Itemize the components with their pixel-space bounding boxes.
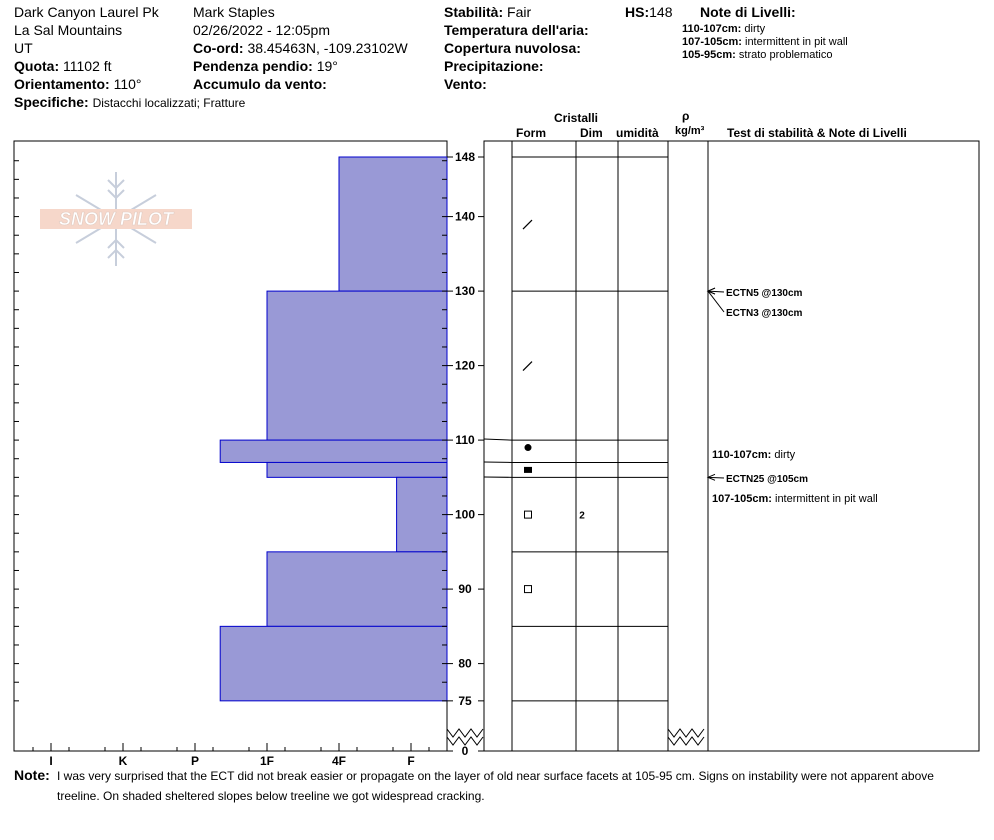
hardness-layer-3 bbox=[267, 462, 447, 477]
mountain-range: La Sal Mountains bbox=[14, 22, 123, 38]
hardness-label-F: F bbox=[407, 754, 415, 768]
form-header: Form bbox=[516, 126, 546, 140]
note-line-1: I was very surprised that the ECT did not break easier or propagate on the layer of old near surface facets at 105-95 cm. Signs on instability were not apparent above bbox=[57, 769, 934, 783]
axis-break-right-0 bbox=[668, 729, 704, 737]
logo-text: SNOW PILOT bbox=[59, 209, 173, 229]
moisture-header: umidità bbox=[616, 126, 659, 140]
height-tick-label-0: 148 bbox=[454, 150, 476, 164]
layer-note-chart-1 bbox=[712, 493, 878, 505]
specifics-label: Specifiche: bbox=[14, 94, 89, 110]
datetime: 02/26/2022 - 12:05pm bbox=[193, 22, 330, 38]
height-tick-label-5: 100 bbox=[454, 507, 476, 522]
observer: Mark Staples bbox=[193, 4, 275, 20]
hardness-label-P: P bbox=[190, 754, 200, 768]
grain-open-square-icon bbox=[525, 586, 532, 593]
layer-note-chart-range-0: 110-107cm: bbox=[712, 449, 775, 461]
stability-tests bbox=[708, 288, 878, 505]
hs-label: HS: bbox=[625, 4, 650, 20]
hardness-layer-4 bbox=[397, 477, 447, 551]
test-label-0: ECTN5 @130cm bbox=[726, 288, 803, 299]
hardness-label-1F: 1F bbox=[259, 754, 275, 768]
layer-note-2-text: intermittent in pit wall bbox=[745, 36, 848, 48]
axis-break-right-1 bbox=[668, 737, 704, 745]
crystals-header: Cristalli bbox=[554, 111, 599, 125]
precipitation-label: Precipitazione: bbox=[444, 58, 544, 74]
test-label-1: ECTN3 @130cm bbox=[726, 308, 803, 319]
height-tick-label-4: 110 bbox=[455, 433, 475, 448]
crystal-frame bbox=[484, 141, 979, 751]
tests-header: Test di stabilità & Note di Livelli bbox=[727, 126, 907, 140]
layer-note-chart-text-1: intermittent in pit wall bbox=[775, 493, 878, 505]
note-line-2: treeline. On shaded sheltered slopes below treeline we got widespread cracking. bbox=[57, 789, 485, 803]
specifics-value: Distacchi localizzati; Fratture bbox=[92, 96, 246, 110]
height-tick-label-2: 130 bbox=[454, 284, 476, 299]
height-tick-label-9: 0 bbox=[461, 744, 469, 758]
density-unit: kg/m³ bbox=[675, 125, 705, 137]
site-name: Dark Canyon Laurel Pk bbox=[14, 4, 159, 20]
hardness-layer-6 bbox=[220, 626, 447, 701]
size-header: Dim bbox=[580, 126, 603, 140]
boundary-connector-0 bbox=[484, 439, 512, 440]
height-tick-label-8: 75 bbox=[458, 693, 472, 708]
slope-label: Pendenza pendio: bbox=[193, 58, 313, 74]
wind-loading-label: Accumulo da vento: bbox=[193, 76, 327, 92]
layer-note-1-text: dirty bbox=[744, 23, 766, 35]
elevation-label: Quota: bbox=[14, 58, 60, 74]
stability-label: Stabilità: bbox=[444, 4, 504, 20]
hardness-layer-0 bbox=[339, 157, 447, 291]
height-tick-label-1: 140 bbox=[454, 209, 476, 224]
layer-note-1-range: 110-107cm: bbox=[682, 23, 742, 35]
hardness-label-K: K bbox=[118, 754, 128, 768]
height-tick-label-6: 90 bbox=[458, 582, 472, 597]
hs-value: 148 bbox=[649, 4, 673, 20]
hardness-label-4F: 4F bbox=[331, 754, 347, 768]
hardness-layer-2 bbox=[220, 440, 447, 462]
hardness-label-I: I bbox=[49, 754, 53, 768]
layer-note-3-text: strato problematico bbox=[738, 49, 833, 61]
grain-slash-icon bbox=[523, 220, 532, 229]
layer-note-3-range: 105-95cm: bbox=[682, 49, 736, 61]
hardness-layer-5 bbox=[267, 552, 447, 627]
hardness-axis bbox=[33, 743, 429, 768]
aspect-label: Orientamento: bbox=[14, 76, 110, 92]
test-pointer-1 bbox=[708, 291, 724, 312]
wind-label: Vento: bbox=[444, 76, 487, 92]
height-tick-label-7: 80 bbox=[458, 656, 472, 671]
layer-notes-title: Note di Livelli: bbox=[700, 4, 796, 20]
grain-slash-icon bbox=[523, 362, 532, 371]
layer-note-2-range: 107-105cm: bbox=[682, 36, 742, 48]
test-label-2: ECTN25 @105cm bbox=[726, 474, 809, 485]
cloud-cover-label: Copertura nuvolosa: bbox=[444, 40, 581, 56]
hardness-layer-1 bbox=[267, 291, 447, 440]
hardness-layers bbox=[220, 157, 447, 701]
axis-break-left-0 bbox=[447, 729, 483, 737]
grain-dot-icon bbox=[525, 444, 532, 451]
snowpilot-logo bbox=[40, 172, 192, 266]
layer-note-chart-range-1: 107-105cm: bbox=[712, 493, 775, 505]
air-temp-label: Temperatura dell'aria: bbox=[444, 22, 589, 38]
elevation-value: 11102 ft bbox=[63, 58, 112, 74]
density-symbol: ρ bbox=[682, 109, 690, 123]
grain-filled-square-icon bbox=[524, 467, 532, 473]
column-dividers bbox=[512, 141, 708, 751]
height-tick-label-3: 120 bbox=[454, 358, 476, 373]
stability-value: Fair bbox=[507, 4, 532, 20]
grain-open-square-icon bbox=[525, 511, 532, 518]
state: UT bbox=[14, 40, 33, 56]
coords-label: Co-ord: bbox=[193, 40, 244, 56]
layer-note-chart-0 bbox=[712, 449, 796, 461]
aspect-value: 110° bbox=[113, 76, 142, 92]
slope-value: 19° bbox=[316, 58, 338, 74]
grain-size-label-4: 2 bbox=[579, 510, 585, 522]
note-label: Note: bbox=[14, 767, 50, 783]
layer-note-chart-text-0: dirty bbox=[774, 449, 796, 461]
coords-value: 38.45463N, -109.23102W bbox=[247, 40, 408, 56]
